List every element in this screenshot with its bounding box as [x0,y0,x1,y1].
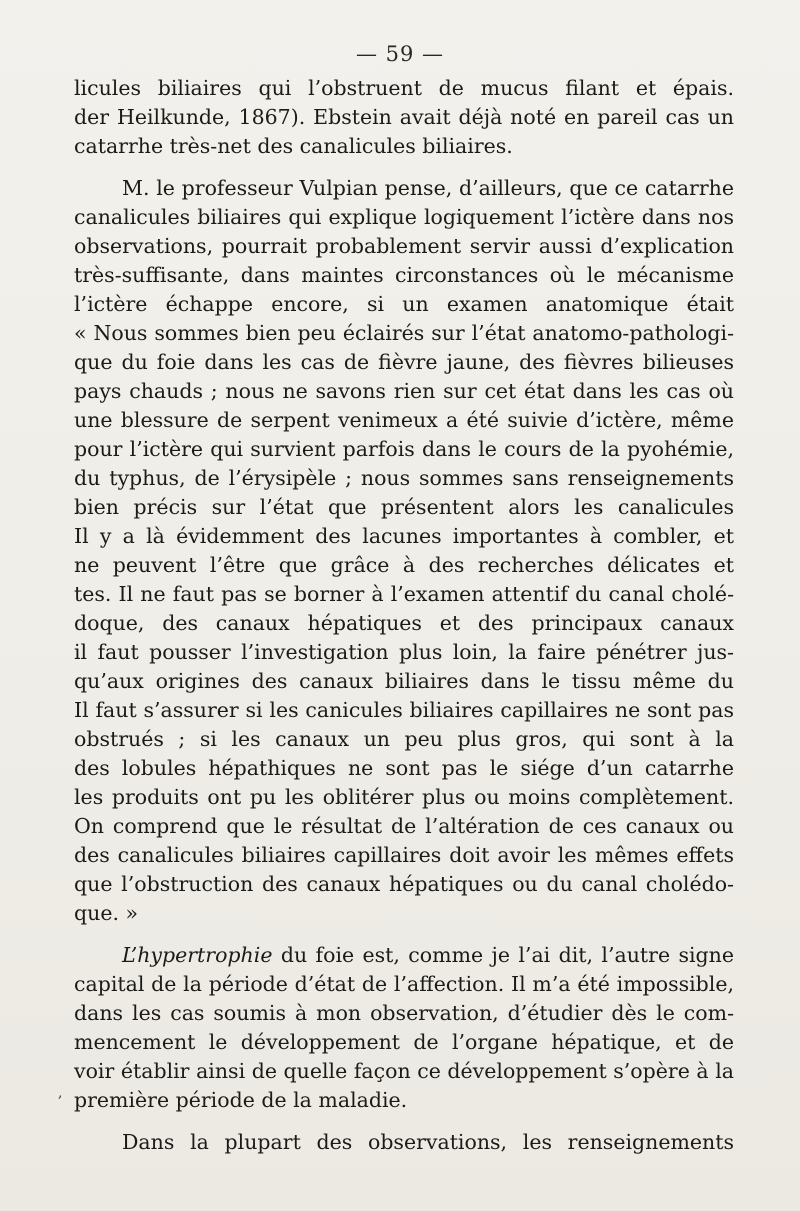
text-line: ne peuvent l’être que grâce à des recherches délicates et [74,553,734,577]
text-line: Il faut s’assurer si les canicules biliaires capillaires ne sont pas [74,698,734,722]
text-line: dans les cas soumis à mon observation, d’étudier dès le com- [74,1001,734,1025]
text-line: On comprend que le résultat de l’altération de ces canaux ou [74,814,734,838]
text-line: des canalicules biliaires capillaires doit avoir les mêmes effets [74,843,734,867]
text-line: obstrués ; si les canaux un peu plus gros, qui sont à la [74,727,734,751]
text-line: des lobules hépathiques ne sont pas le siége d’un catarrhe [74,756,734,780]
text-line: que. » [74,901,139,925]
text-line [74,941,734,970]
stray-mark: , [58,1085,63,1101]
text-line: voir établir ainsi de quelle façon ce développement s’opère à la [74,1059,734,1083]
text-line: que l’obstruction des canaux hépatiques ou du canal cholédo- [74,872,734,896]
text-line: bien précis sur l’état que présentent alors les canalicules [74,495,734,519]
text-line: mencement le développement de l’organe hépatique, et de [74,1030,734,1054]
text-line: « Nous sommes bien peu éclairés sur l’état anatomo-pathologi- [74,321,734,345]
text-line: très-suffisante, dans maintes circonstances où le mécanisme [74,263,734,287]
text-line: l’ictère échappe encore, si un examen anatomique était [74,292,734,316]
text-line: der Heilkunde, 1867). Ebstein avait déjà noté en pareil cas un [74,105,734,129]
text-line: tes. Il ne faut pas se borner à l’examen attentif du canal cholé- [74,582,734,606]
paragraph [74,74,734,161]
page-number: — 59 — [355,42,445,66]
text-line: une blessure de serpent venimeux a été suivie d’ictère, même [74,408,734,432]
text-line: observations, pourrait probablement servir aussi d’explication [74,234,734,258]
italic-term: L’hypertrophie [122,943,273,967]
paragraph [74,1128,734,1157]
text-line: doque, des canaux hépatiques et des principaux canaux [74,611,734,635]
text-line: Il y a là évidemment des lacunes importantes à combler, et [74,524,734,548]
paragraph [74,174,734,928]
text-line: pour l’ictère qui survient parfois dans le cours de la pyohémie, [74,437,734,461]
text-line: canalicules biliaires qui explique logiquement l’ictère dans nos [74,205,734,229]
paragraph [74,941,734,1115]
text-line: première période de la maladie. [74,1088,408,1112]
text-line: pays chauds ; nous ne savons rien sur cet état dans les cas où [74,379,734,403]
text-line: du typhus, de l’érysipèle ; nous sommes sans renseignements [74,466,734,490]
body-text [74,74,734,1157]
text-line: les produits ont pu les oblitérer plus ou moins complètement. [74,785,734,809]
text-line: catarrhe très-net des canalicules biliaires. [74,134,513,158]
text-line: qu’aux origines des canaux biliaires dans le tissu même du [74,669,734,693]
text-line: il faut pousser l’investigation plus loin, la faire pénétrer jus- [74,640,734,664]
text-line: que du foie dans les cas de fièvre jaune, des fièvres bilieuses [74,350,734,374]
text-fragment: du foie est, comme je l’ai dit, l’autre signe [272,943,734,967]
text-line: licules biliaires qui l’obstruent de mucus filant et épais. [74,76,734,100]
text-line: capital de la période d’état de l’affection. Il m’a été impossible, [74,972,734,996]
text-line: M. le professeur Vulpian pense, d’ailleurs, que ce catarrhe [122,176,734,200]
text-line: Dans la plupart des observations, les renseignements [122,1130,734,1154]
